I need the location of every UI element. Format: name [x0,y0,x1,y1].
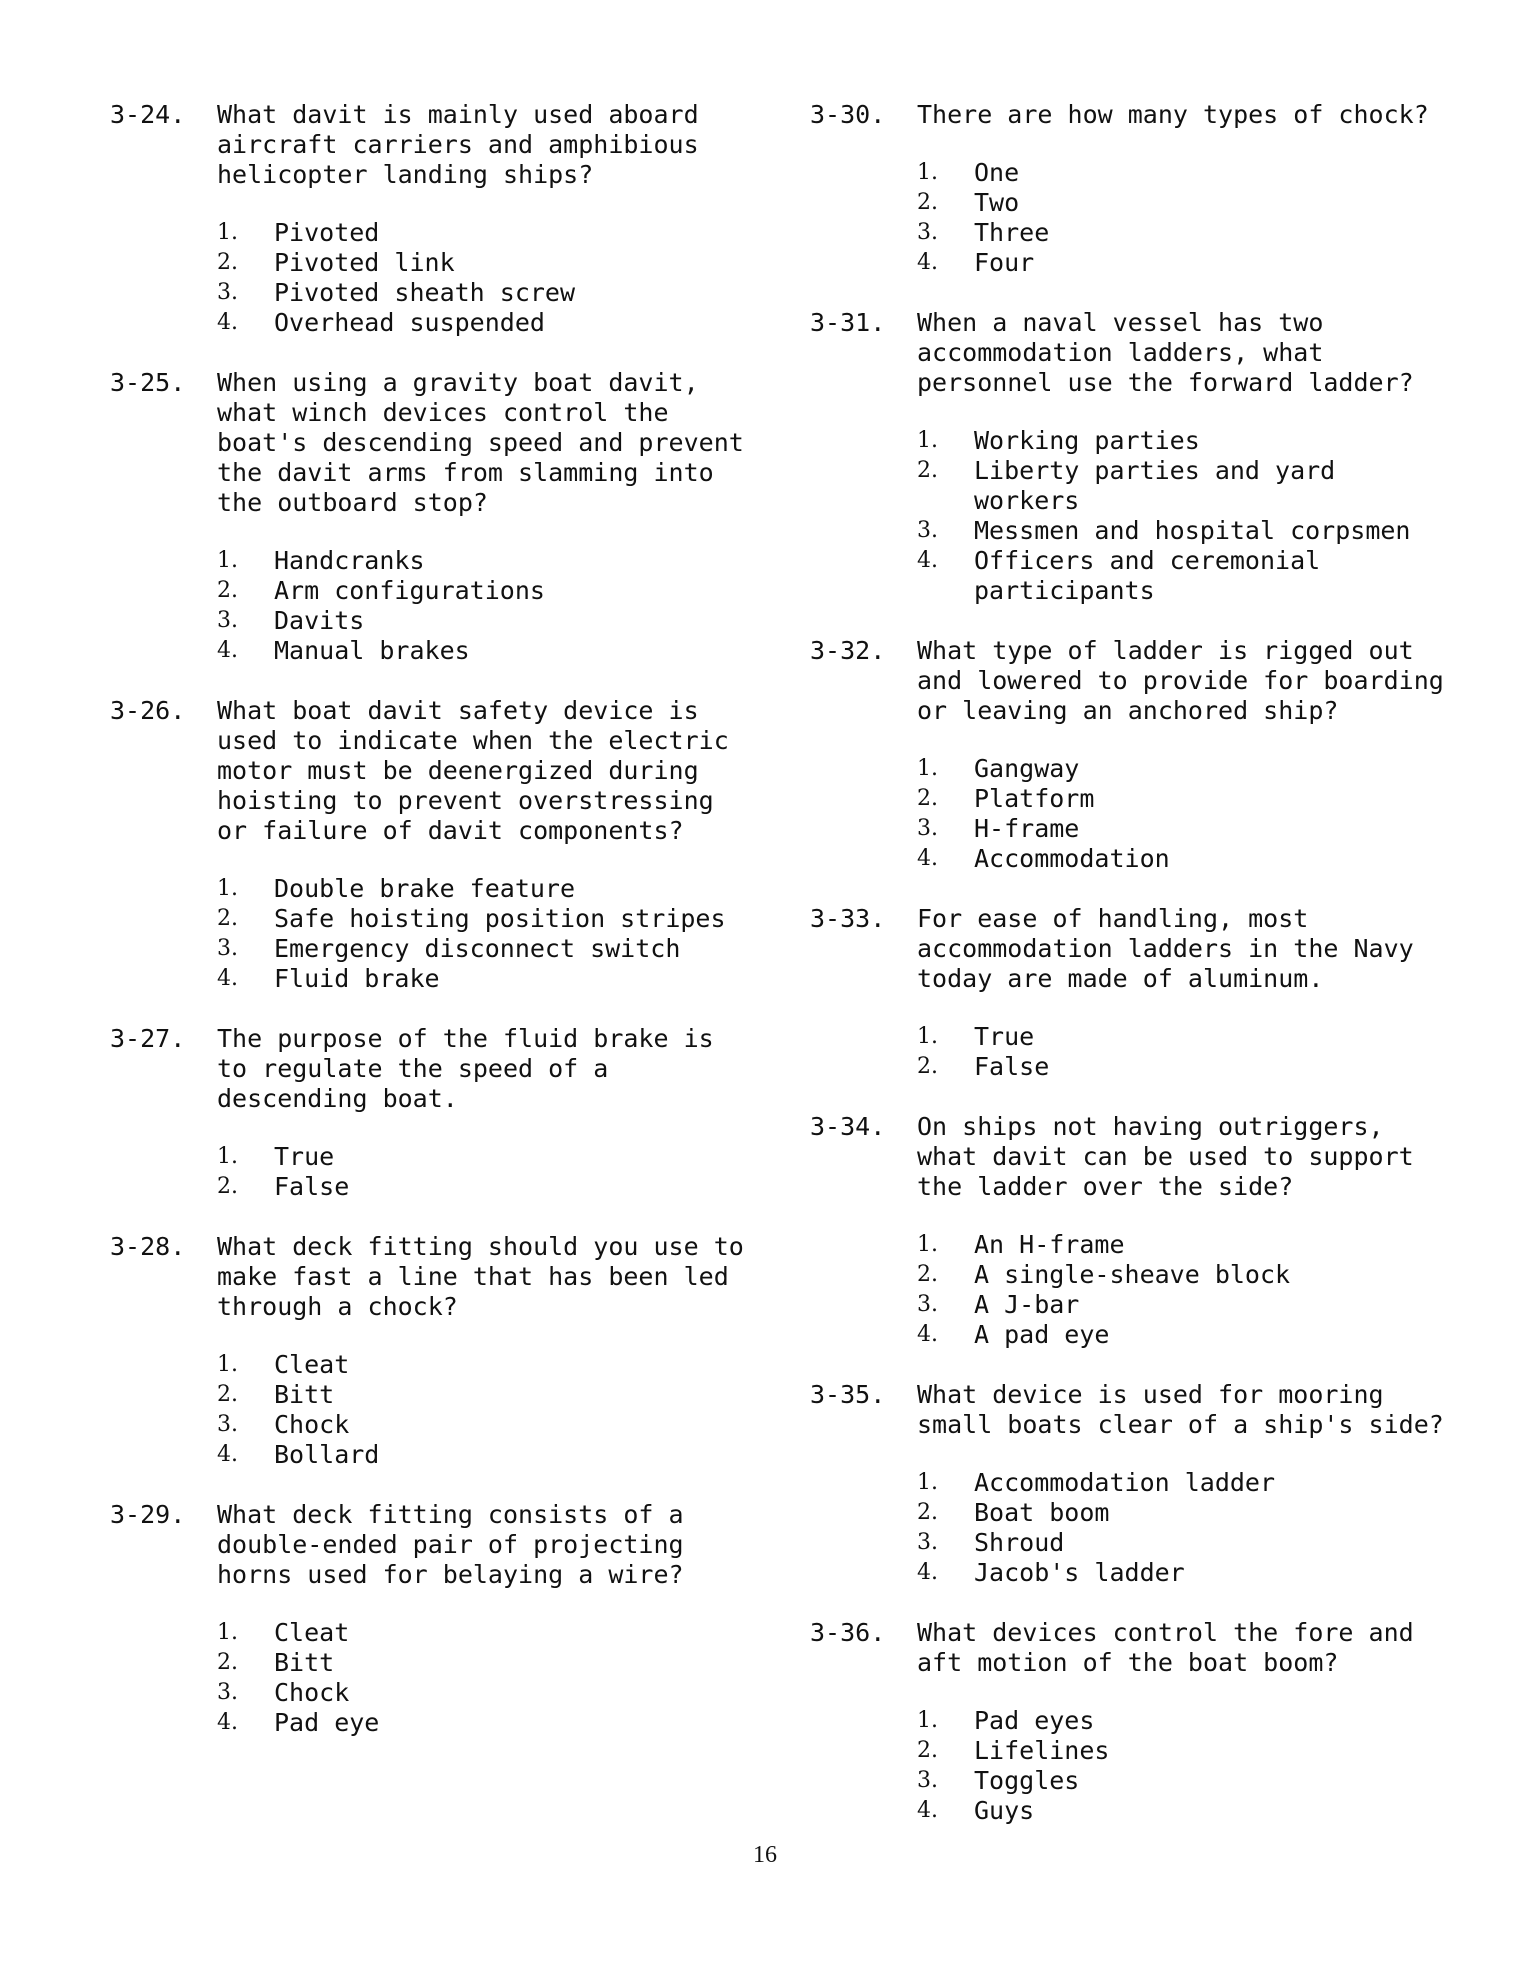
answer-option [917,1290,1450,1320]
answer-option [917,1468,1450,1498]
option-number: 1. [217,548,238,573]
question-block [110,100,750,338]
answer-option [217,546,750,576]
answer-option [217,1648,750,1678]
answer-option [917,426,1450,456]
option-number: 3. [917,518,938,543]
answer-option [917,248,1450,278]
option-number: 1. [217,1352,238,1377]
option-text: Overhead suspended [274,308,545,337]
question-text: What type of ladder is rigged out and lowered to provide for boarding or leaving an anchored ship? [917,636,1444,725]
answer-option [917,814,1450,844]
answer-option [917,546,1450,606]
answer-option [217,606,750,636]
option-text: Chock [274,1678,350,1707]
question-block [110,1024,750,1202]
answer-option [917,1558,1450,1588]
option-number: 4. [917,846,938,871]
answer-options [917,1468,1450,1588]
question-text: What device is used for mooring small boats clear of a ship's side? [917,1380,1444,1439]
answer-option [917,1736,1450,1766]
option-text: False [974,1052,1050,1081]
option-number: 2. [217,1174,238,1199]
question-block [810,100,1450,278]
option-number: 4. [917,250,938,275]
answer-option [217,1678,750,1708]
option-number: 2. [217,1650,238,1675]
question-block [810,904,1450,1082]
option-text: A J-bar [974,1290,1080,1319]
answer-option [217,278,750,308]
option-text: Shroud [974,1528,1065,1557]
option-text: Manual brakes [274,636,470,665]
option-number: 3. [917,1530,938,1555]
question-text: What boat davit safety device is used to indicate when the electric motor must be deenergized during hoisting to prevent overstressing or failure of davit components? [217,696,729,845]
option-text: Guys [974,1796,1035,1825]
question-number: 3-27. [110,1024,186,1053]
question-number: 3-34. [810,1112,886,1141]
answer-options [217,1350,750,1470]
answer-option [917,516,1450,546]
question-block [810,1618,1450,1826]
option-number: 3. [917,1768,938,1793]
answer-options [917,754,1450,874]
answer-option [217,904,750,934]
question-text: The purpose of the fluid brake is to regulate the speed of a descending boat. [217,1024,714,1113]
answer-options [917,426,1450,606]
question-block [810,636,1450,874]
question-block [110,1500,750,1738]
option-text: True [274,1142,335,1171]
answer-option [217,248,750,278]
answer-option [917,218,1450,248]
answer-option [217,1380,750,1410]
option-number: 1. [217,876,238,901]
option-number: 2. [217,1382,238,1407]
answer-options [917,1230,1450,1350]
answer-option [217,1350,750,1380]
option-text: Double brake feature [274,874,576,903]
option-text: Fluid brake [274,964,440,993]
answer-option [217,874,750,904]
option-number: 4. [917,1322,938,1347]
option-text: Toggles [974,1766,1080,1795]
option-text: Officers and ceremonial participants [974,546,1321,605]
option-text: Bitt [274,1648,335,1677]
option-number: 1. [917,428,938,453]
question-number: 3-32. [810,636,886,665]
answer-options [217,1142,750,1202]
question-text: What deck fitting should you use to make fast a line that has been led through a chock? [217,1232,744,1321]
question-number: 3-36. [810,1618,886,1647]
answer-option [217,576,750,606]
answer-options [917,1022,1450,1082]
option-number: 4. [917,1560,938,1585]
right-column [810,100,1450,1856]
option-number: 4. [917,1798,938,1823]
option-text: A pad eye [974,1320,1110,1349]
option-number: 2. [217,250,238,275]
question-number: 3-31. [810,308,886,337]
option-text: Platform [974,784,1095,813]
option-number: 2. [917,1262,938,1287]
option-text: One [974,158,1020,187]
answer-option [917,1706,1450,1736]
option-text: Pivoted [274,218,380,247]
answer-options [217,1618,750,1738]
option-text: Working parties [974,426,1200,455]
option-text: Boat boom [974,1498,1110,1527]
answer-options [217,874,750,994]
question-number: 3-25. [110,368,186,397]
answer-option [917,1260,1450,1290]
option-text: Handcranks [274,546,425,575]
option-number: 3. [217,1412,238,1437]
option-text: False [274,1172,350,1201]
question-text: For ease of handling, most accommodation ladders in the Navy today are made of aluminum. [917,904,1414,993]
question-text: What davit is mainly used aboard aircraft carriers and amphibious helicopter landing ships? [217,100,699,189]
answer-option [217,308,750,338]
option-number: 2. [917,1054,938,1079]
answer-option [217,636,750,666]
answer-option [217,1440,750,1470]
answer-option [917,1022,1450,1052]
question-block [110,696,750,994]
option-text: True [974,1022,1035,1051]
answer-option [917,1796,1450,1826]
option-text: Pad eyes [974,1706,1095,1735]
answer-option [217,218,750,248]
answer-option [217,1410,750,1440]
option-number: 2. [217,906,238,931]
question-number: 3-26. [110,696,186,725]
option-number: 4. [217,310,238,335]
question-text: There are how many types of chock? [917,100,1429,129]
option-number: 4. [217,1442,238,1467]
answer-options [217,546,750,666]
option-text: Arm configurations [274,576,545,605]
option-text: Three [974,218,1050,247]
option-text: Lifelines [974,1736,1110,1765]
option-number: 3. [917,1292,938,1317]
option-number: 3. [917,816,938,841]
left-column [110,100,750,1768]
option-number: 4. [217,966,238,991]
option-text: Four [974,248,1035,277]
question-block [810,1112,1450,1350]
question-block [110,368,750,666]
option-number: 2. [917,190,938,215]
option-text: Bollard [274,1440,380,1469]
option-number: 2. [917,786,938,811]
answer-option [917,188,1450,218]
option-text: Two [974,188,1020,217]
question-number: 3-28. [110,1232,186,1261]
option-text: Messmen and hospital corpsmen [974,516,1411,545]
option-number: 1. [217,1144,238,1169]
option-number: 3. [217,1680,238,1705]
question-block [110,1232,750,1470]
question-text: What devices control the fore and aft motion of the boat boom? [917,1618,1414,1677]
option-number: 2. [217,578,238,603]
option-text: Cleat [274,1618,350,1647]
option-text: Emergency disconnect switch [274,934,681,963]
option-text: Accommodation ladder [974,1468,1276,1497]
option-text: Chock [274,1410,350,1439]
answer-option [917,158,1450,188]
answer-option [917,1052,1450,1082]
option-text: Jacob's ladder [974,1558,1185,1587]
answer-option [217,964,750,994]
option-text: Accommodation [974,844,1170,873]
answer-option [917,1498,1450,1528]
option-number: 2. [917,1500,938,1525]
answer-option [917,844,1450,874]
option-number: 1. [217,1620,238,1645]
answer-option [917,456,1450,516]
answer-option [217,1172,750,1202]
question-number: 3-33. [810,904,886,933]
answer-options [917,1706,1450,1826]
option-number: 4. [917,548,938,573]
option-number: 3. [217,280,238,305]
option-number: 1. [217,220,238,245]
answer-option [917,1766,1450,1796]
question-block [810,1380,1450,1588]
answer-option [917,784,1450,814]
option-number: 2. [917,1738,938,1763]
option-number: 1. [917,1470,938,1495]
option-number: 2. [917,458,938,483]
answer-option [217,934,750,964]
option-text: Pivoted sheath screw [274,278,576,307]
option-number: 4. [217,638,238,663]
question-text: When a naval vessel has two accommodation ladders, what personnel use the forward ladder? [917,308,1414,397]
option-text: Liberty parties and yard workers [974,456,1336,515]
answer-option [917,754,1450,784]
answer-option [217,1708,750,1738]
answer-option [217,1618,750,1648]
question-number: 3-29. [110,1500,186,1529]
option-text: Bitt [274,1380,335,1409]
option-number: 4. [217,1710,238,1735]
question-text: What deck fitting consists of a double-ended pair of projecting horns used for belaying a wire? [217,1500,684,1589]
question-number: 3-35. [810,1380,886,1409]
question-text: When using a gravity boat davit, what winch devices control the boat's descending speed and prevent the davit arms from slamming into the outboard stop? [217,368,744,517]
question-number: 3-24. [110,100,186,129]
answer-option [917,1230,1450,1260]
option-number: 1. [917,160,938,185]
option-number: 1. [917,1232,938,1257]
option-number: 1. [917,1024,938,1049]
option-number: 1. [917,1708,938,1733]
option-text: A single-sheave block [974,1260,1291,1289]
option-text: Safe hoisting position stripes [274,904,726,933]
option-text: H-frame [974,814,1080,843]
question-text: On ships not having outriggers, what davit can be used to support the ladder over the side? [917,1112,1414,1201]
answer-option [917,1320,1450,1350]
option-number: 3. [217,936,238,961]
option-number: 3. [917,220,938,245]
option-number: 3. [217,608,238,633]
page-number: 16 [753,1842,777,1868]
question-number: 3-30. [810,100,886,129]
answer-options [917,158,1450,278]
answer-option [917,1528,1450,1558]
option-text: An H-frame [974,1230,1125,1259]
option-number: 1. [917,756,938,781]
option-text: Pivoted link [274,248,455,277]
answer-option [217,1142,750,1172]
option-text: Pad eye [274,1708,380,1737]
answer-options [217,218,750,338]
option-text: Davits [274,606,365,635]
question-block [810,308,1450,606]
option-text: Gangway [974,754,1080,783]
option-text: Cleat [274,1350,350,1379]
